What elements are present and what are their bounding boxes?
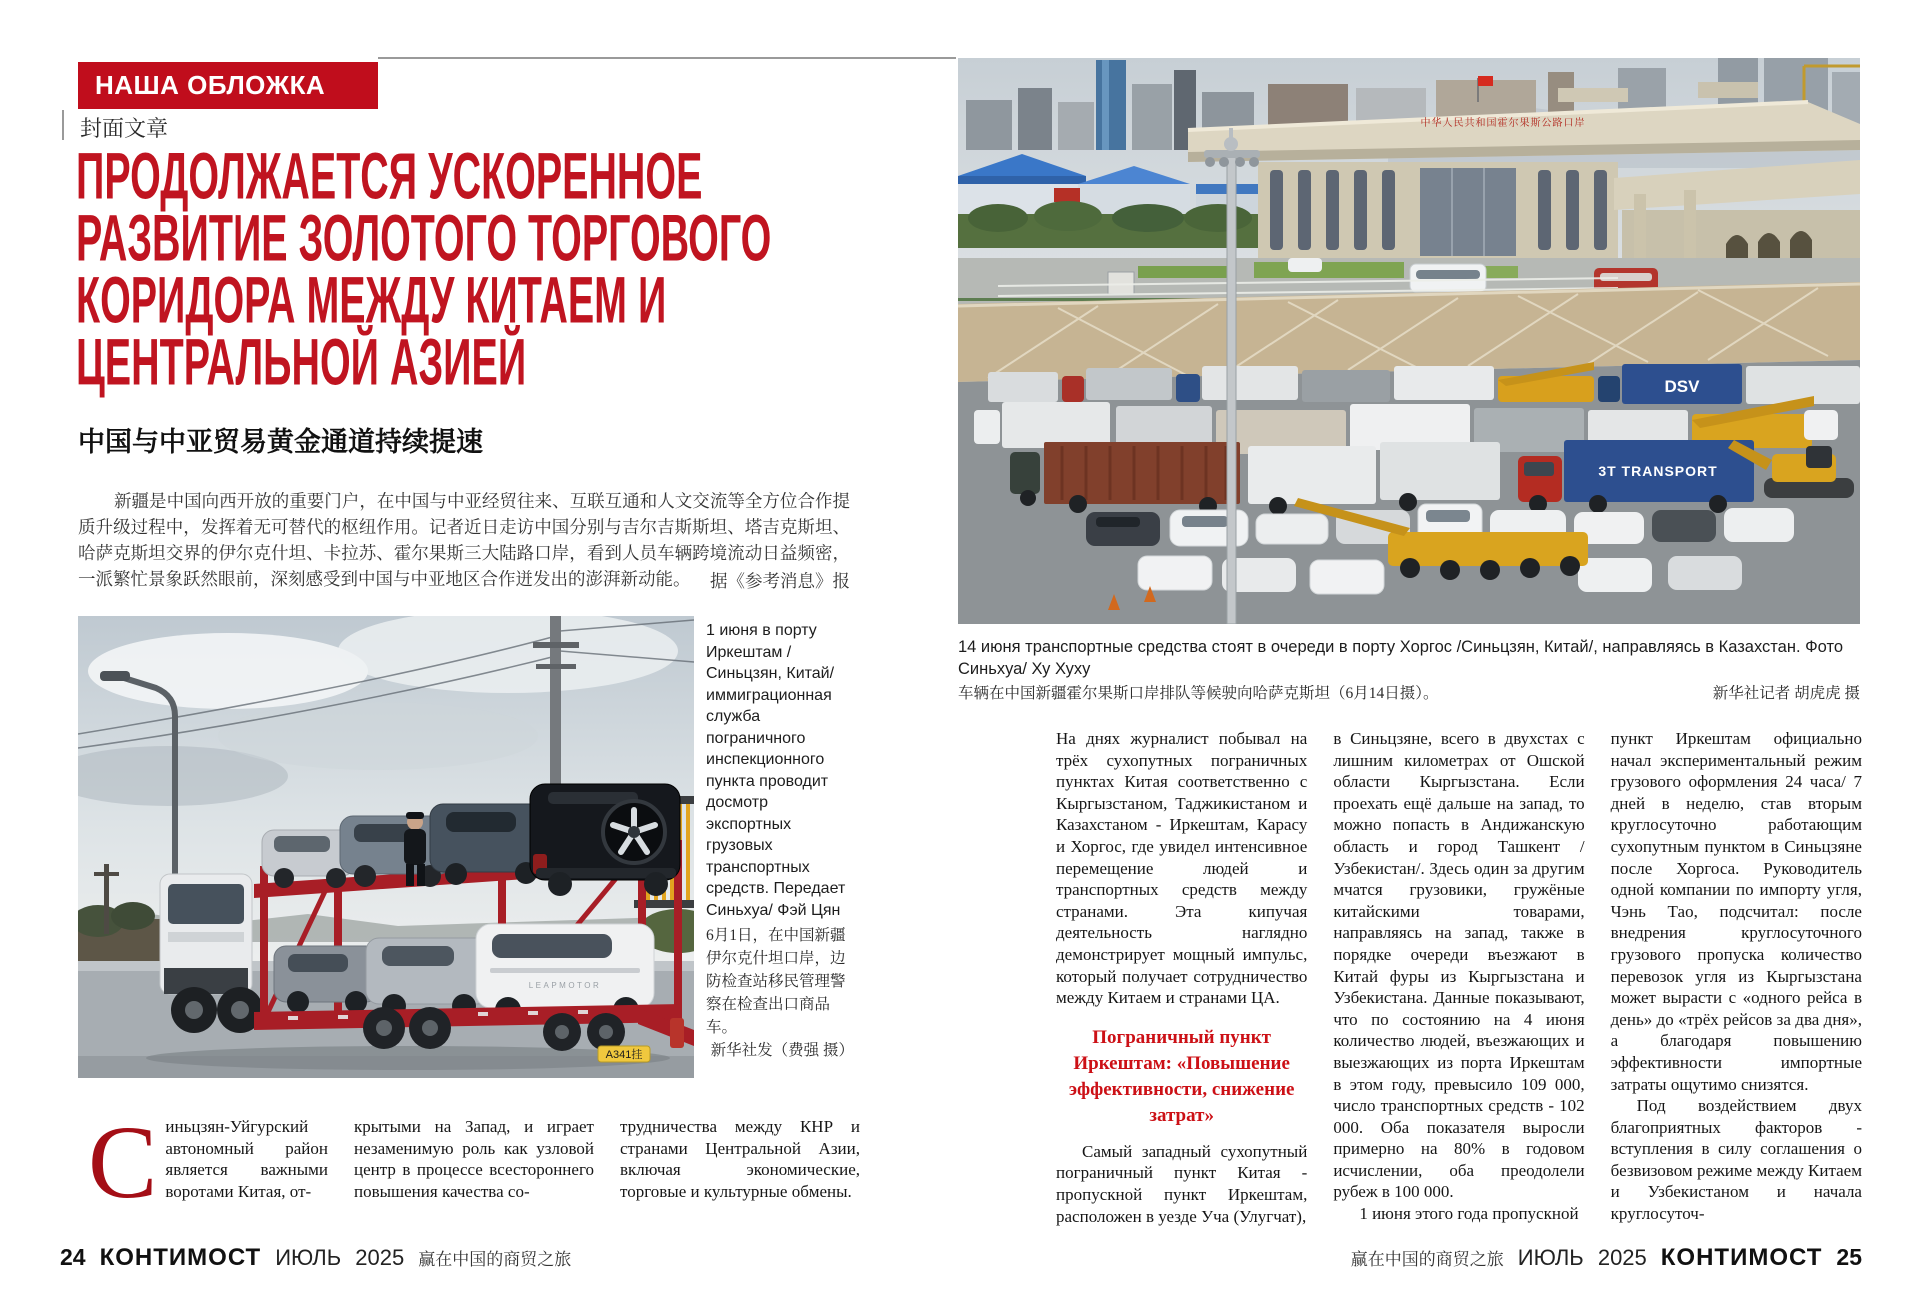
section-subheading: Пограничный пункт Иркештам: «Повышение эффективности, снижение затрат»: [1068, 1026, 1295, 1126]
right-column-2-paragraph-2: 1 июня этого года пропускной: [1359, 1204, 1579, 1224]
left-column-1: [88, 1105, 328, 1220]
intro-paragraph-chinese: [78, 488, 850, 594]
left-column-3-text: трудничества между КНР и странами Центральной Азии, включая экономические, торговые и культурные обмены.: [620, 1117, 860, 1201]
right-column-1-paragraph-2: Самый западный сухопутный пограничный пункт Китая - пропускной пункт Иркештам, расположен в уезде Уча (Улугчат),: [1056, 1141, 1308, 1226]
taillight: [670, 1018, 684, 1048]
dsv-trailer-logo: DSV: [1664, 377, 1700, 396]
left-column-2-text: крытыми на Запад, и играет незаменимую роль как узловой центр в процессе всестороннего повышения качества со-: [354, 1117, 594, 1201]
right-column-1: [1056, 728, 1307, 1227]
right-photo-khorgos-port: [958, 58, 1860, 624]
issue-date: ИЮЛЬ 2025: [275, 1245, 405, 1270]
left-page-columns: [88, 1105, 860, 1220]
section-kicker-box: [78, 62, 378, 109]
right-column-3: [1611, 728, 1862, 1227]
left-column-3: [620, 1116, 860, 1204]
left-caption-chinese: 6月1日，在中国新疆伊尔克什坦口岸，边防检查站移民管理警察在检查出口商品车。: [706, 927, 846, 1036]
issue-date-right: ИЮЛЬ 2025: [1517, 1245, 1647, 1270]
truck-queue-far-row: [988, 362, 1860, 404]
left-column-1-text: иньцзян-Уйгурский автономный район является важными воротами Китая, от-: [165, 1117, 328, 1201]
section-kicker-label: НАША ОБЛОЖКА: [95, 70, 326, 100]
magazine-slogan: 赢在中国的商贸之旅: [418, 1250, 572, 1269]
right-column-3-paragraph-2: Под воздействием двух благоприятных факторов - вступления в силу соглашения о безвизовом режиме между Китаем и Узбекистаном и начала круглосуточ-: [1610, 1096, 1862, 1224]
leapmotor-badge: LEAPMOTOR: [528, 981, 602, 990]
section-kicker-chinese: 封面文章: [80, 116, 169, 141]
intro-source: 据《参考消息》报: [710, 571, 850, 591]
right-caption-credit: 新华社记者 胡虎虎 摄: [1712, 685, 1860, 702]
china-flag: [1478, 76, 1493, 86]
magazine-slogan-right: 赢在中国的商贸之旅: [1350, 1250, 1504, 1269]
page-number-left: 24: [60, 1244, 86, 1270]
left-photo-caption: [706, 620, 856, 1062]
right-caption-chinese: 车辆在中国新疆霍尔果斯口岸排队等候驶向哈萨克斯坦（6月14日摄）。: [958, 685, 1439, 702]
right-column-2: [1333, 728, 1584, 1227]
left-caption-russian: 1 июня в порту Иркештам /Синьцзян, Китай/ иммиграционная служба пограничного инспекционного пункта проводит досмотр экспортных грузовых транспортных средств. Передает Синьхуа/ Фэй Цян: [706, 622, 846, 919]
headline-line-1: ПРОДОЛЖАЕТСЯ УСКОРЕННОЕ: [76, 139, 703, 214]
left-page-footer: [60, 1244, 571, 1272]
right-column-2-paragraph: в Синьцзяне, всего в двухстах с лишним километрах от Ошской области Кыргызстана. Если проехать ещё дальше на запад, то можно попасть в Андижанскую область и город Ташкент /Узбекистан/. Здесь один за другим мчатся грузовики, гружёные китайскими товарами, направляясь на запад, также в порядке очереди въезжают в Китай фуры из Кыргызстана и Узбекистана. Данные показывают, что по состоянию на 4 июня количество людей, въезжающих и выезжающих из порта Иркештам в этом году, превысило 109 000, число транспортных средств - 102 000. Оба показателя выросли примерно на 80% в годовом исчислении, оба преодолели рубеж в 100 000.: [1333, 729, 1585, 1202]
right-photo-illustration: [958, 58, 1860, 624]
right-photo-caption: [958, 636, 1860, 706]
headline-line-4: ЦЕНТРАЛЬНОЙ АЗИЕЙ: [76, 325, 527, 400]
intro-text: 新疆是中国向西开放的重要门户，在中国与中亚经贸往来、互联互通和人文交流等全方位合作提质升级过程中，发挥着无可替代的枢纽作用。记者近日走访中国分别与吉尔吉斯斯坦、塔吉克斯坦、哈萨克斯坦交界的伊尔克什坦、卡拉苏、霍尔果斯三大陆路口岸，看到人员车辆跨境流动日益频密，一派繁忙景象跃然眼前，深刻感受到中国与中亚地区合作迸发出的澎湃新动能。: [78, 491, 850, 589]
drop-cap: С: [88, 1105, 158, 1220]
headline-line-2: РАЗВИТИЕ ЗОЛОТОГО ТОРГОВОГО: [76, 201, 772, 276]
headline-line-3: КОРИДОРА МЕЖДУ КИТАЕМ И: [76, 263, 667, 338]
left-photo-illustration: [78, 616, 694, 1078]
truck-cab: [160, 874, 263, 1033]
right-caption-russian: 14 июня транспортные средства стоят в очереди в порту Хоргос /Синьцзян, Китай/, направляясь в Казахстан. Фото Синьхуа/ Ху Хуху: [958, 638, 1844, 678]
terminal-sign-text: 中华人民共和国霍尔果斯公路口岸: [1420, 118, 1586, 129]
kicker-tick-rule: [62, 110, 64, 140]
transport-trailer-logo: 3T TRANSPORT: [1598, 463, 1718, 479]
left-column-2: [354, 1116, 594, 1204]
magazine-name: КОНТИМОСТ: [99, 1244, 262, 1271]
right-page-columns: [1056, 728, 1862, 1227]
right-column-1-paragraph: На днях журналист побывал на трёх сухопутных пограничных пунктах Китая соответственно с Кыргызстаном, Таджикистаном и Казахстаном - Иркештам, Карасу и Хоргос, где увидел интенсивное перемещение людей и транспортных средств между странами. Эта кипучая деятельность наглядно демонстрирует мощный импульс, который получает сотрудничество между Китаем и странами ЦА.: [1056, 729, 1308, 1008]
right-page-footer: [1351, 1244, 1862, 1272]
left-caption-credit: 新华社发（费强 摄）: [710, 1042, 854, 1059]
utility-pole: [550, 616, 561, 788]
right-column-3-paragraph: пункт Иркештам официально начал экспериментальный режим грузового оформления 24 часа/ 7 дней в неделю, став вторым круглосуточно работающим сухопутным пунктом в Синьцзяне после Хоргоса. Руководитель одной компании по импорту угля, Чэнь Тао, подсчитал: после внедрения круглосуточного грузового пропуска количество перевозок угля из Кыргызстана может вырасти с «одного рейса в день» до «трёх рейсов за два дня», а благодаря повышению эффективности импортные затраты ощутимо снизятся.: [1610, 729, 1862, 1094]
license-plate-text: A341挂: [605, 1049, 643, 1061]
left-photo-car-transporter: [78, 616, 694, 1078]
magazine-name-right: КОНТИМОСТ: [1660, 1244, 1823, 1271]
article-headline: [76, 139, 1099, 400]
page-number-right: 25: [1836, 1244, 1862, 1270]
headline-chinese-subtitle: 中国与中亚贸易黄金通道持续提速: [78, 427, 483, 457]
header-rule: [378, 57, 956, 59]
